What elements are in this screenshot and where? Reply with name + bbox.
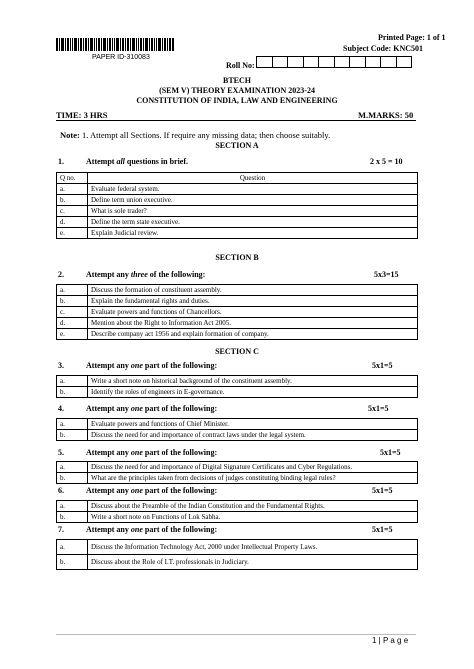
q7-row-no: a.: [57, 540, 88, 555]
q2-number: 2.: [58, 270, 64, 279]
table-row: [57, 318, 418, 329]
q1-marks: 2 x 5 = 10: [370, 157, 403, 166]
q7-number: 7.: [58, 525, 64, 534]
q7-row-text: Discuss about the Role of I.T. professionals in Judiciary.: [88, 555, 418, 570]
q1-number: 1.: [58, 157, 64, 166]
table-row: [57, 184, 418, 195]
table-row: [57, 228, 418, 239]
table-row: [57, 512, 418, 523]
table-row: [57, 555, 418, 570]
q5-marks: 5x1=5: [380, 448, 401, 457]
subject-title: CONSTITUTION OF INDIA, LAW AND ENGINEERING: [136, 96, 338, 105]
subject-code: Subject Code: KNC501: [343, 44, 423, 53]
q3-row-text: Identify the roles of engineers in E-governance.: [88, 387, 418, 398]
q1-row-text: Define the term state executive.: [88, 217, 418, 228]
q5-row-no: b.: [57, 473, 88, 484]
course: BTECH: [222, 76, 251, 85]
q5-table: [56, 461, 418, 484]
col-qno: Q no.: [57, 173, 88, 184]
q3-number: 3.: [58, 361, 64, 370]
roll-no-boxes: [256, 56, 412, 68]
divider: [56, 120, 416, 121]
q3-row-no: a.: [57, 376, 88, 387]
note-text: 1. Attempt all Sections. If require any missing data; then choose suitably.: [81, 130, 331, 140]
printed-page: Printed Page: 1 of 1: [378, 33, 446, 42]
q6-marks: 5x1=5: [372, 486, 393, 495]
table-row: [57, 217, 418, 228]
q6-table: [56, 500, 418, 523]
q5-row-text: What are the principles taken from decisions of judges constituting binding legal rules?: [88, 473, 418, 484]
section-b-heading: SECTION B: [215, 253, 259, 262]
q3-row-no: b.: [57, 387, 88, 398]
q4-row-no: b.: [57, 430, 88, 441]
q1-row-text: Explain Judicial review.: [88, 228, 418, 239]
q4-row-no: a.: [57, 419, 88, 430]
q7-row-no: b.: [57, 555, 88, 570]
roll-no-label: Roll No:: [226, 61, 255, 70]
table-row: [57, 329, 418, 340]
q2-table: [56, 284, 418, 340]
q4-table: [56, 418, 418, 441]
q3-table: [56, 375, 418, 398]
exam-time: TIME: 3 HRS: [56, 110, 108, 120]
q6-row-text: Discuss about the Preamble of the Indian Constitution and the Fundamental Rights.: [88, 501, 418, 512]
q1-row-text: What is sole trader?: [88, 206, 418, 217]
exam-title: (SEM V) THEORY EXAMINATION 2023-24: [159, 86, 315, 95]
q2-row-text: Evaluate powers and functions of Chancellors.: [88, 307, 418, 318]
q3-instruction: Attempt any one part of the following:: [86, 361, 218, 370]
max-marks: M.MARKS: 50: [358, 110, 414, 120]
q1-row-text: Evaluate federal system.: [88, 184, 418, 195]
table-row: [57, 462, 418, 473]
q6-instruction: Attempt any one part of the following:: [86, 486, 218, 495]
q3-marks: 5x1=5: [372, 361, 393, 370]
table-row: [57, 501, 418, 512]
q1-row-no: e.: [57, 228, 88, 239]
q2-row-no: e.: [57, 329, 88, 340]
q2-row-text: Describe company act 1956 and explain formation of company.: [88, 329, 418, 340]
q2-row-text: Discuss the formation of constituent assembly.: [88, 285, 418, 296]
section-a-heading: SECTION A: [215, 141, 259, 150]
section-c-heading: SECTION C: [215, 347, 259, 356]
q6-row-no: a.: [57, 501, 88, 512]
q1-table: [56, 172, 418, 239]
q2-row-no: d.: [57, 318, 88, 329]
table-row: [57, 285, 418, 296]
q2-marks: 5x3=15: [374, 270, 399, 279]
table-row: [57, 419, 418, 430]
q6-row-text: Write a short note on Functions of Lok Sabha.: [88, 512, 418, 523]
q1-row-no: a.: [57, 184, 88, 195]
barcode-icon: [56, 38, 174, 51]
q1-row-no: b.: [57, 195, 88, 206]
table-row: [57, 430, 418, 441]
note: [60, 130, 330, 140]
q2-row-text: Explain the fundamental rights and duties.: [88, 296, 418, 307]
q1-instruction: Attempt all questions in brief.: [86, 157, 189, 166]
q2-row-no: b.: [57, 296, 88, 307]
q5-row-text: Discuss the need for and importance of Digital Signature Certificates and Cyber Regulations.: [88, 462, 418, 473]
q2-row-no: c.: [57, 307, 88, 318]
q4-row-text: Discuss the need for and importance of contract laws under the legal system.: [88, 430, 418, 441]
table-row: [57, 387, 418, 398]
q1-row-no: c.: [57, 206, 88, 217]
q4-marks: 5x1=5: [368, 404, 389, 413]
q7-row-text: Discuss the Information Technology Act, 2000 under Intellectual Property Laws.: [88, 540, 418, 555]
q3-row-text: Write a short note on historical background of the constituent assembly.: [88, 376, 418, 387]
q5-instruction: Attempt any one part of the following:: [86, 448, 218, 457]
page-number: 1 | P a g e: [372, 636, 409, 645]
table-header-row: [57, 173, 418, 184]
q4-row-text: Evaluate powers and functions of Chief Minister.: [88, 419, 418, 430]
note-label: Note:: [60, 130, 80, 140]
q7-table: [56, 539, 418, 570]
table-row: [57, 206, 418, 217]
q1-row-no: d.: [57, 217, 88, 228]
table-row: [57, 540, 418, 555]
q6-row-no: b.: [57, 512, 88, 523]
q2-instruction: Attempt any three of the following:: [86, 270, 206, 279]
paper-id: PAPER ID-310083: [92, 54, 150, 61]
q4-instruction: Attempt any one part of the following:: [86, 404, 218, 413]
q1-row-text: Define term union executive.: [88, 195, 418, 206]
q5-number: 5.: [58, 448, 64, 457]
table-row: [57, 195, 418, 206]
q6-number: 6.: [58, 486, 64, 495]
q2-row-text: Mention about the Right to Information Act 2005.: [88, 318, 418, 329]
table-row: [57, 307, 418, 318]
q4-number: 4.: [58, 404, 64, 413]
col-question: Question: [88, 173, 418, 184]
table-row: [57, 473, 418, 484]
table-row: [57, 376, 418, 387]
footer-divider: [56, 634, 416, 635]
q7-instruction: Attempt any one part of the following:: [86, 525, 218, 534]
q2-row-no: a.: [57, 285, 88, 296]
q5-row-no: a.: [57, 462, 88, 473]
table-row: [57, 296, 418, 307]
q7-marks: 5x1=5: [372, 525, 393, 534]
